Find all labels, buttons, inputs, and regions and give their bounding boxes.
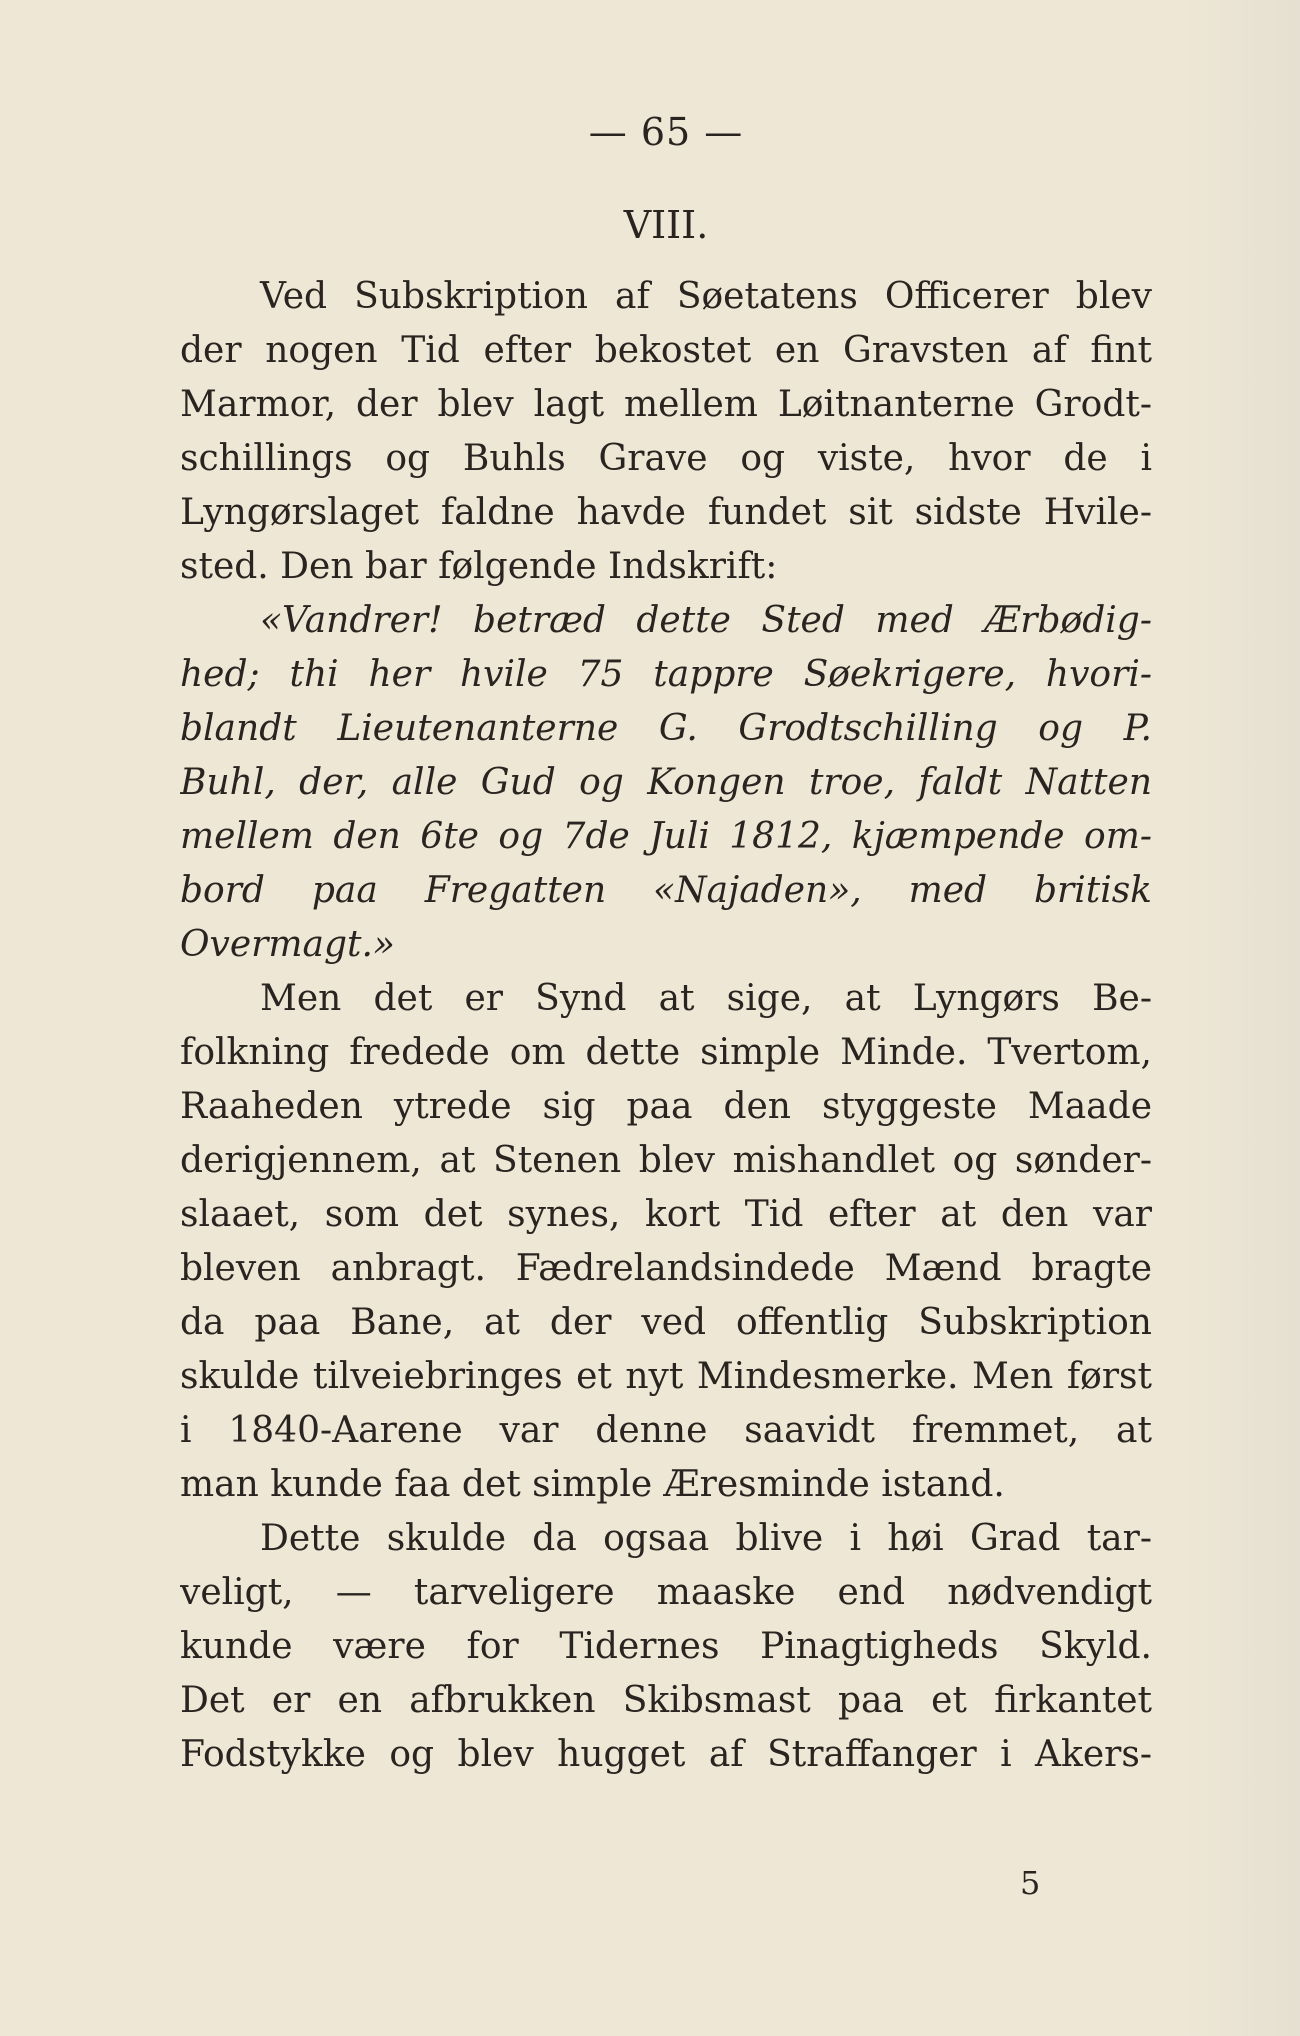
signature-mark: 5 bbox=[1020, 1864, 1041, 1902]
text-block bbox=[180, 90, 1152, 1782]
text-line: Overmagt.» bbox=[180, 924, 395, 965]
body-text bbox=[180, 270, 1152, 1782]
text-line: sted. Den bar følgende Indskrift: bbox=[180, 546, 778, 587]
text-line: Marmor, der blev lagt mellem Løitnanterne Grodt- bbox=[180, 384, 1152, 425]
text-line: Ved Subskription af Søetatens Officerer blev bbox=[260, 276, 1152, 317]
text-line: blandt Lieutenanterne G. Grodtschilling og P. bbox=[180, 708, 1152, 749]
text-line: folkning fredede om dette simple Minde. Tvertom, bbox=[180, 1032, 1152, 1073]
page-number-header: — 65 — bbox=[588, 110, 744, 154]
page-edge-shading bbox=[1180, 0, 1300, 2036]
text-line: slaaet, som det synes, kort Tid efter at den var bbox=[180, 1194, 1152, 1235]
text-line: bleven anbragt. Fædrelandsindede Mænd bragte bbox=[180, 1248, 1152, 1289]
text-line: hed; thi her hvile 75 tappre Søekrigere, hvori- bbox=[180, 654, 1152, 695]
text-line: veligt, — tarveligere maaske end nødvendigt bbox=[180, 1572, 1152, 1613]
text-line: bord paa Fregatten «Najaden», med britisk bbox=[180, 870, 1152, 911]
text-line: «Vandrer! betræd dette Sted med Ærbødig- bbox=[260, 600, 1152, 641]
text-line: Lyngørslaget faldne havde fundet sit sidste Hvile- bbox=[180, 492, 1152, 533]
text-line: Raaheden ytrede sig paa den styggeste Maade bbox=[180, 1086, 1152, 1127]
text-line: derigjennem, at Stenen blev mishandlet og sønder- bbox=[180, 1140, 1152, 1181]
chapter-heading: VIII. bbox=[623, 203, 709, 247]
text-line: da paa Bane, at der ved offentlig Subskription bbox=[180, 1302, 1152, 1343]
text-line: mellem den 6te og 7de Juli 1812, kjæmpende om- bbox=[180, 816, 1152, 857]
text-line: skulde tilveiebringes et nyt Mindesmerke. Men først bbox=[180, 1356, 1152, 1397]
text-line: Men det er Synd at sige, at Lyngørs Be- bbox=[260, 978, 1152, 1019]
text-line: Dette skulde da ogsaa blive i høi Grad tar- bbox=[260, 1518, 1152, 1559]
text-line: man kunde faa det simple Æresminde istand. bbox=[180, 1464, 1005, 1505]
text-line: schillings og Buhls Grave og viste, hvor de i bbox=[180, 438, 1152, 479]
text-line: Buhl, der, alle Gud og Kongen troe, faldt Natten bbox=[180, 762, 1152, 803]
text-line: Fodstykke og blev hugget af Straffanger i Akers- bbox=[180, 1734, 1152, 1775]
text-line: kunde være for Tidernes Pinagtigheds Skyld. bbox=[180, 1626, 1152, 1667]
text-line: i 1840-Aarene var denne saavidt fremmet, at bbox=[180, 1410, 1152, 1451]
text-line: Det er en afbrukken Skibsmast paa et firkantet bbox=[180, 1680, 1152, 1721]
text-line: der nogen Tid efter bekostet en Gravsten af fint bbox=[180, 330, 1152, 371]
